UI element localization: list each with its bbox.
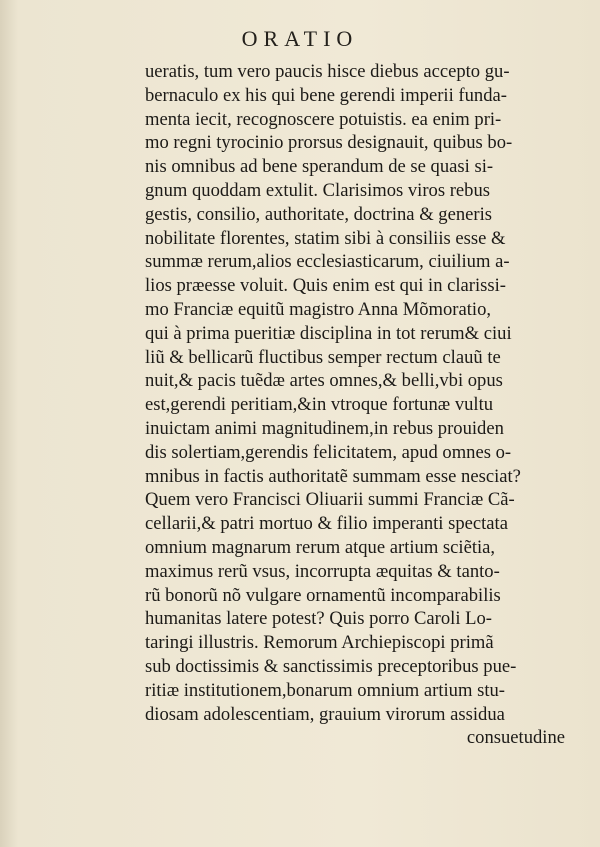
text-line: sub doctissimis & sanctissimis preceptoribus pue- bbox=[145, 655, 517, 677]
text-line: Quem vero Francisci Oliuarii summi Franciæ Cã- bbox=[145, 489, 515, 511]
text-line: diosam adolescentiam, grauium virorum assidua bbox=[145, 703, 505, 725]
text-line: gnum quoddam extulit. Clarisimos viros rebus bbox=[145, 179, 490, 201]
text-line: summæ rerum,alios ecclesiasticarum, ciuilium a- bbox=[145, 251, 510, 273]
text-line: omnium magnarum rerum atque artium sciẽtia, bbox=[145, 536, 496, 558]
text-line: mnibus in factis authoritatẽ summam esse nesciat? bbox=[145, 465, 521, 487]
text-line: taringi illustris. Remorum Archiepiscopi primã bbox=[145, 632, 494, 654]
text-line: rũ bonorũ nõ vulgare ornamentũ incomparabilis bbox=[145, 584, 501, 606]
text-line: mo regni tyrocinio prorsus designauit, quibus bo- bbox=[145, 132, 513, 154]
text-line: liũ & bellicarũ fluctibus semper rectum clauũ te bbox=[145, 346, 501, 368]
text-line: est,gerendi peritiam,&in vtroque fortunæ vultu bbox=[145, 394, 494, 416]
text-line: maximus rerũ vsus, incorrupta æquitas & tanto- bbox=[145, 560, 500, 582]
text-line: gestis, consilio, authoritate, doctrina & generis bbox=[145, 203, 492, 225]
text-line: menta iecit, recognoscere potuistis. ea enim pri- bbox=[145, 108, 502, 130]
text-line: bernaculo ex his qui bene gerendi imperii funda- bbox=[145, 84, 507, 106]
text-line: inuictam animi magnitudinem,in rebus prouiden bbox=[145, 417, 504, 439]
catchword: consuetudine bbox=[466, 727, 565, 749]
text-line: qui à prima pueritiæ disciplina in tot rerum& ciui bbox=[145, 322, 512, 344]
text-line: ritiæ institutionem,bonarum omnium artium stu- bbox=[145, 679, 505, 701]
text-line: mo Franciæ equitũ magistro Anna Mõmoratio, bbox=[145, 298, 492, 320]
text-line: nobilitate florentes, statim sibi à consiliis esse & bbox=[145, 227, 506, 249]
text-line: ueratis, tum vero paucis hisce diebus accepto gu- bbox=[145, 61, 510, 82]
text-line: nis omnibus ad bene sperandum de se quasi si- bbox=[145, 156, 494, 178]
running-head: ORATIO bbox=[241, 26, 359, 51]
text-line: dis solertiam,gerendis felicitatem, apud omnes o- bbox=[145, 441, 512, 463]
text-line: lios præesse voluit. Quis enim est qui in clarissi- bbox=[145, 275, 506, 297]
body-text bbox=[145, 60, 565, 750]
text-line: nuit,& pacis tuẽdæ artes omnes,& belli,vbi opus bbox=[145, 370, 503, 392]
text-line: humanitas latere potest? Quis porro Caroli Lo- bbox=[145, 608, 492, 630]
text-line: cellarii,& patri mortuo & filio imperanti spectata bbox=[145, 513, 508, 535]
